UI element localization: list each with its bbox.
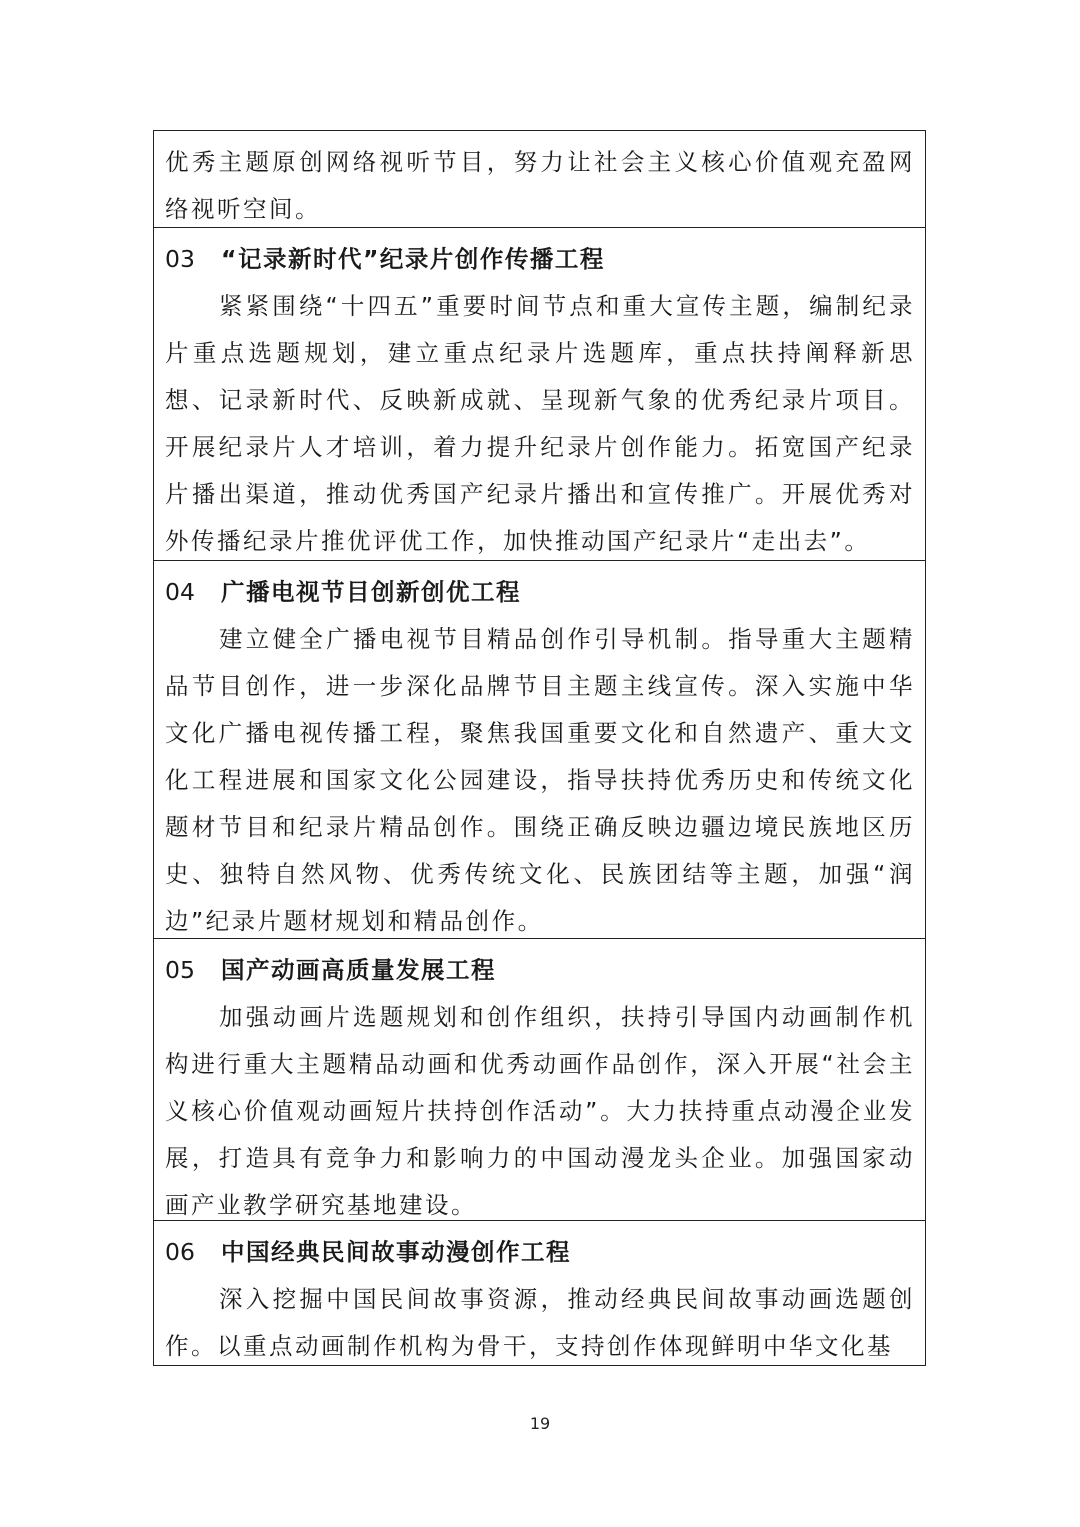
project-title: 国产动画高质量发展工程 <box>221 956 496 984</box>
content-table <box>153 130 926 1366</box>
table-row-project-04 <box>154 560 925 938</box>
project-description: 深入挖掘中国民间故事资源，推动经典民间故事动画选题创作。以重点动画制作机构为骨干，支持创作体现鲜明中华文化基 <box>165 1285 915 1360</box>
project-title: 中国经典民间故事动漫创作工程 <box>221 1238 571 1266</box>
table-row-project-06 <box>154 1220 925 1365</box>
project-description: 加强动画片选题规划和创作组织，扶持引导国内动画制作机构进行重大主题精品动画和优秀动画作品创作，深入开展“社会主义核心价值观动画短片扶持创作活动”。大力扶持重点动漫企业发展，打造具有竞争力和影响力的中国动漫龙头企业。加强国家动画产业教学研究基地建设。 <box>165 1003 915 1219</box>
project-title: “记录新时代”纪录片创作传播工程 <box>221 245 605 273</box>
table-row-project-05 <box>154 938 925 1220</box>
project-heading <box>165 947 915 994</box>
project-heading <box>165 569 915 616</box>
project-title: 广播电视节目创新创优工程 <box>221 578 521 606</box>
table-row-project-03 <box>154 227 925 560</box>
project-number: 03 <box>165 245 195 273</box>
project-description: 紧紧围绕“十四五”重要时间节点和重大宣传主题，编制纪录片重点选题规划，建立重点纪录片选题库，重点扶持阐释新思想、记录新时代、反映新成就、呈现新气象的优秀纪录片项目。开展纪录片人才培训，着力提升纪录片创作能力。拓宽国产纪录片播出渠道，推动优秀国产纪录片播出和宣传推广。开展优秀对外传播纪录片推优评优工作，加快推动国产纪录片“走出去”。 <box>165 292 915 555</box>
table-row-continuation <box>154 131 925 227</box>
page-number: 19 <box>529 1414 551 1433</box>
project-number: 04 <box>165 578 195 606</box>
project-number: 06 <box>165 1238 195 1266</box>
project-heading <box>165 236 915 283</box>
project-heading <box>165 1229 915 1276</box>
project-description: 建立健全广播电视节目精品创作引导机制。指导重大主题精品节目创作，进一步深化品牌节目主题主线宣传。深入实施中华文化广播电视传播工程，聚焦我国重要文化和自然遗产、重大文化工程进展和国家文化公园建设，指导扶持优秀历史和传统文化题材节目和纪录片精品创作。围绕正确反映边疆边境民族地区历史、独特自然风物、优秀传统文化、民族团结等主题，加强“润边”纪录片题材规划和精品创作。 <box>165 625 915 935</box>
project-number: 05 <box>165 956 195 984</box>
continuation-paragraph: 优秀主题原创网络视听节目，努力让社会主义核心价值观充盈网络视听空间。 <box>165 148 915 223</box>
